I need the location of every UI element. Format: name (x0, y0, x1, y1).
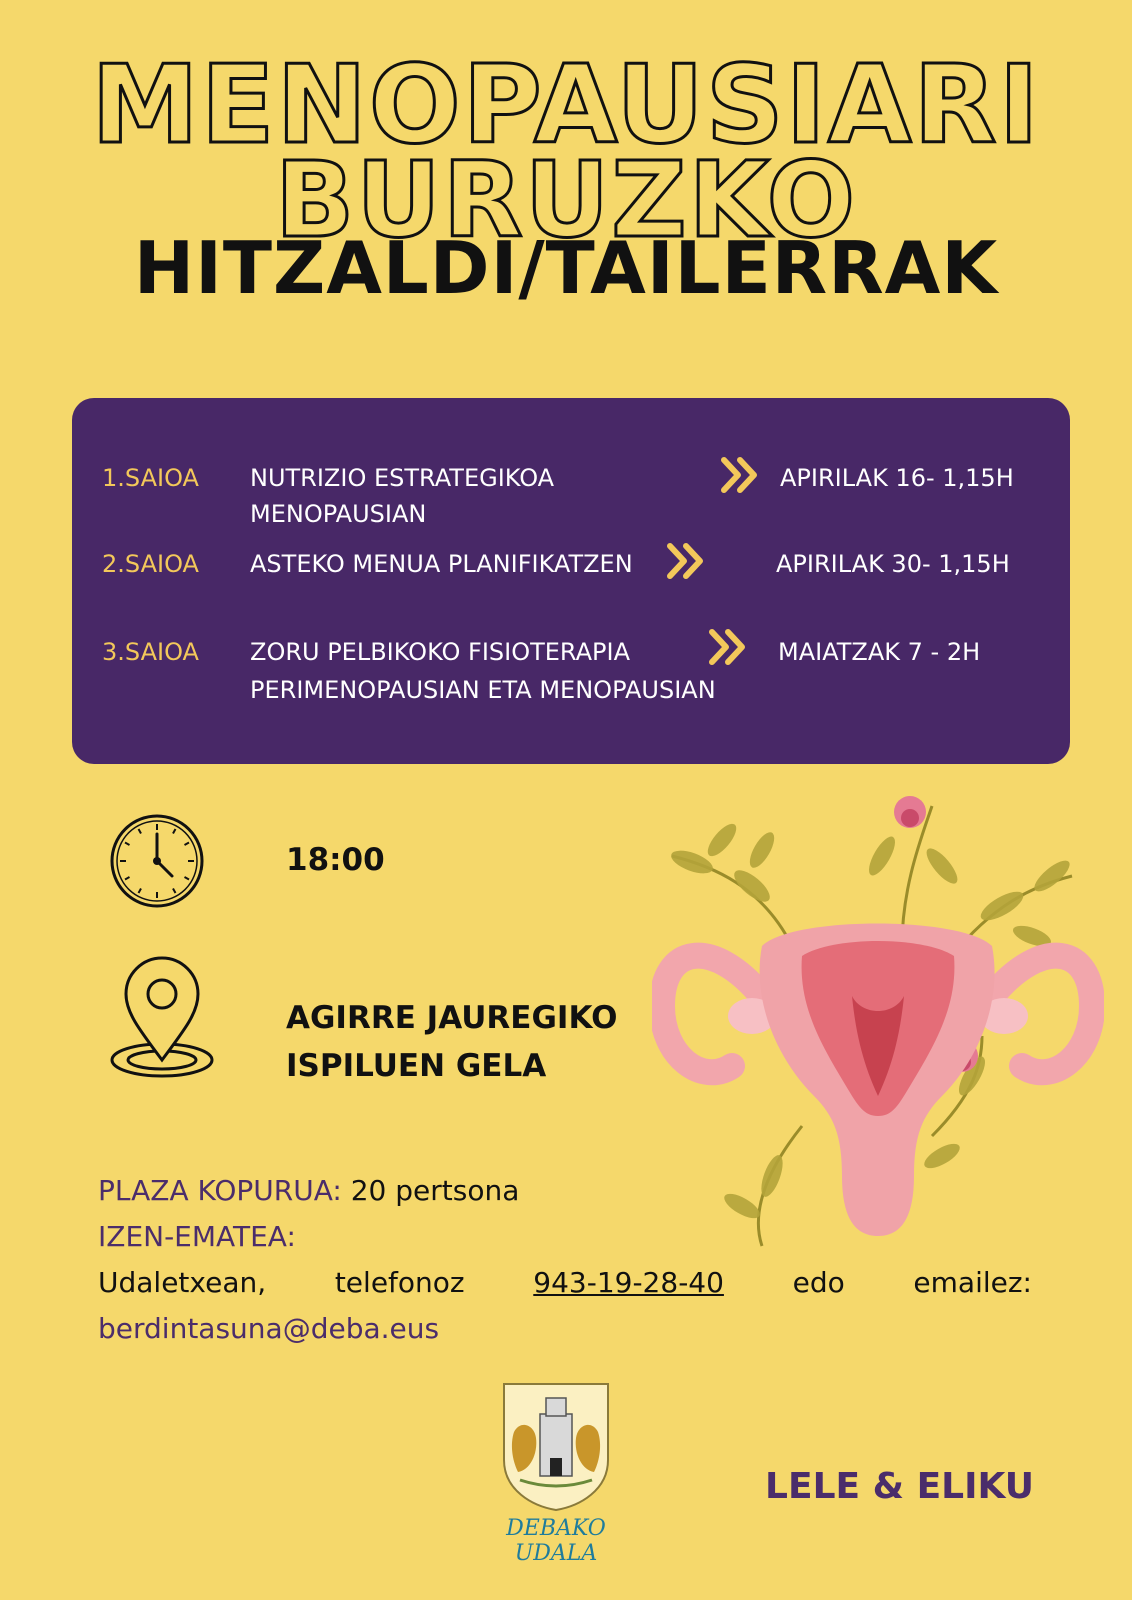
title-line-2: BURUZKO (275, 139, 857, 261)
location-line-2: ISPILUEN GELA (286, 1048, 547, 1084)
session-3-topic-line1: ZORU PELBIKOKO FISIOTERAPIA (250, 638, 631, 666)
signup-methods-line (98, 1260, 1032, 1306)
session-3-date: MAIATZAK 7 - 2H (778, 638, 981, 666)
signup-word-4: emailez: (913, 1266, 1032, 1299)
logo-text: DEBAKO UDALA (506, 1516, 606, 1566)
organizer: LELE & ELIKU (765, 1466, 1034, 1507)
places-value: 20 pertsona (350, 1174, 520, 1207)
signup-word-1: Udaletxean, (98, 1266, 267, 1299)
signup-word-3: edo (792, 1266, 845, 1299)
location-pin-icon (108, 956, 216, 1082)
double-chevron-icon (720, 456, 760, 494)
time-value: 18:00 (286, 842, 385, 878)
title-line-1: MENOPAUSIARI (91, 43, 1041, 168)
email-link[interactable]: berdintasuna@deba.eus (98, 1312, 440, 1345)
places-label: PLAZA KOPURUA: (98, 1174, 342, 1207)
clock-icon (108, 812, 206, 910)
session-1-topic-line1: NUTRIZIO ESTRATEGIKOA (250, 464, 555, 492)
session-1-topic-line2: MENOPAUSIAN (250, 500, 427, 528)
location-line-1: AGIRRE JAUREGIKO (286, 1000, 618, 1036)
session-3-label: 3.SAIOA (102, 638, 199, 666)
double-chevron-icon (708, 628, 748, 666)
double-chevron-icon (666, 542, 706, 580)
signup-word-2: telefonoz (334, 1266, 465, 1299)
coat-of-arms-logo (500, 1380, 612, 1512)
sessions-panel (72, 398, 1070, 764)
signup-label: IZEN-EMATEA: (98, 1220, 296, 1253)
session-2-topic-line1: ASTEKO MENUA PLANIFIKATZEN (250, 550, 633, 578)
session-1-date: APIRILAK 16- 1,15H (780, 464, 1014, 492)
session-1-label: 1.SAIOA (102, 464, 199, 492)
places-line (98, 1168, 1032, 1214)
phone-link[interactable]: 943-19-28-40 (533, 1266, 724, 1299)
title-line-3: HITZALDI/TAILERRAK (133, 226, 999, 310)
session-2-label: 2.SAIOA (102, 550, 199, 578)
session-3-topic-line2: PERIMENOPAUSIAN ETA MENOPAUSIAN (250, 676, 716, 704)
session-2-date: APIRILAK 30- 1,15H (776, 550, 1010, 578)
